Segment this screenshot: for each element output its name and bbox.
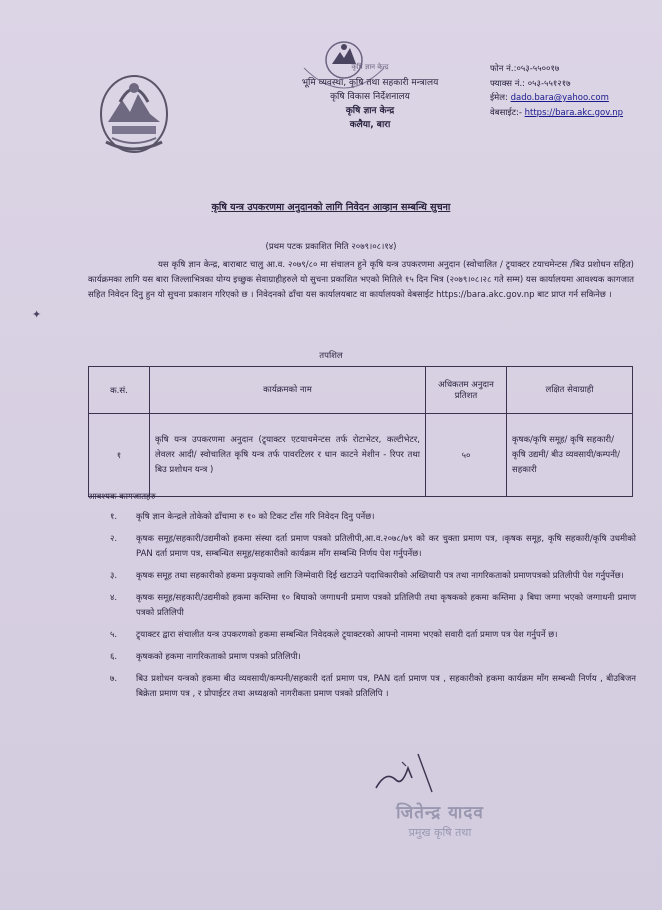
fax-number: फ्याक्स नं.: ०५३-५५१२१७ bbox=[490, 78, 571, 89]
contact-block bbox=[490, 62, 660, 120]
list-item: १. कृषि ज्ञान केन्द्रले तोकेको ढाँचामा रु १० को टिकट टाँस गरि निवेदन दिनु पर्नेछ। bbox=[110, 512, 375, 522]
list-item: ५. ट्र्याक्टर द्वारा संचालीत यन्त्र उपकरणको हकमा सम्बन्धित निवेदकले ट्र्याक्टरको आफ्नो नाममा भएको सवारी दर्ता प्रमाण पत्र पेश गर्नुपर्ने छ। bbox=[110, 630, 558, 640]
header-max-subsidy: अधिकतम अनुदान प्रतिशत bbox=[426, 367, 507, 414]
office-header bbox=[250, 60, 490, 132]
row-target-beneficiary: कृषक/कृषि समूह/ कृषि सहकारी/ कृषि उद्यमी/ बीउ व्यवसायी/कम्पनी/ सहकारी bbox=[507, 414, 633, 497]
seal-text: कृषि ज्ञान केन्द्र bbox=[351, 63, 389, 71]
header-sn: क.सं. bbox=[89, 367, 150, 414]
directorate-name: कृषि विकास निर्देशनालय bbox=[330, 92, 410, 102]
header-target-beneficiary: लक्षित सेवाग्राही bbox=[507, 367, 633, 414]
publish-date: (प्रथम पटक प्रकाशित मिति २०७९।०८।१४) bbox=[265, 242, 397, 252]
row-program-name: कृषि यन्त्र उपकरणमा अनुदान (ट्र्याक्टर एटयाचमेन्टस तर्फ रोटाभेटर, कल्टीभेटर, लेवलर आदी/ स्वोचालित कृषि यन्त्र तर्फ पावरटिलर र धान काटने मेशीन - रिपर तथा बिउ प्रशोधन यन्त्र ) bbox=[150, 414, 426, 497]
header-program-name: कार्यक्रमको नाम bbox=[150, 367, 426, 414]
email-row bbox=[490, 91, 660, 106]
official-stamp bbox=[370, 800, 510, 840]
phone-number: फोन नं.:०५३-५५००१७ bbox=[490, 64, 560, 74]
schedule-caption: तपशिल bbox=[319, 351, 343, 361]
notice-title: कृषि यन्त्र उपकरणमा अनुदानको लागि निवेदन आव्हान सम्बन्धि सुचना bbox=[211, 202, 451, 213]
email-label: ईमेल: bbox=[490, 93, 508, 103]
list-item: २. कृषक समूह/सहकारी/उद्यमीको हकमा संस्था दर्ता प्रमाण पत्रको प्रतिलीपी,आ.व.२०७८/७९ को कर चुक्ता प्रमाण पत्र, ।कृषक समूह, कृषि सहकारी/कृषि उधमीको PAN दर्ता प्रमाण पत्र, सम्बन्धित समूह/सहकारीको कार्यक्रम माँग सम्बन्धि निर्णय पेश गर्नुपर्नेछ। bbox=[110, 534, 636, 559]
office-location: कलैया, बारा bbox=[349, 120, 391, 130]
stamp-name: जितेन्द्र यादव bbox=[396, 803, 484, 823]
documents-heading: आवश्यक कागजातहरु bbox=[88, 492, 156, 502]
nepal-emblem-icon bbox=[98, 72, 170, 158]
table-header-row bbox=[89, 367, 633, 414]
list-item: ३. कृषक समूह तथा सहकारीको हकमा प्रकृयाको लागि जिम्मेवारी दिई खटाउने पदाधिकारीको अख्तियारी पत्र तथा नागरिकताको प्रमाणपत्रको प्रतिलीपी पेश गर्नुपर्नेछ। bbox=[110, 571, 624, 581]
row-sn: १ bbox=[89, 414, 150, 497]
list-item: ४. कृषक समूह/सहकारी/उद्यमीको हकमा कम्तिमा १० बिघाको जग्गाधनी प्रमाण पत्रको प्रतिलिपी तथा कृषकको हकमा कम्तिमा ३ बिघा जग्गा भएको जग्गाधनी प्रमाण पत्रको प्रतिलिपी bbox=[110, 593, 636, 618]
website-label: वेबसाईट:- bbox=[490, 107, 522, 118]
website-row bbox=[490, 106, 660, 121]
website-link[interactable]: https://bara.akc.gov.np bbox=[524, 107, 624, 118]
email-link[interactable]: dado.bara@yahoo.com bbox=[510, 93, 609, 103]
office-name: कृषि ज्ञान केन्द्र bbox=[345, 106, 395, 116]
row-max-subsidy: ५० bbox=[426, 414, 507, 497]
notice-body: यस कृषि ज्ञान केन्द्र, बाराबाट चालु आ.व. २०७९/८० मा संचालन हुने कृषि यन्त्र उपकरणमा अनुदान (स्वोचालित / ट्र्याक्टर टयाचमेन्टस /बिउ प्रशोधन सहित) कार्यक्रमका लागि यस बारा जिल्लाभित्रका योग्य इच्छुक सेवाग्राहीहरुले यो सुचना प्रकाशित भएको मितिले १५ दिन भित्र (२०७९।०८।२८ गते सम्म) यस कार्यालयमा आवश्यक कागजात सहित निवेदन दिनु हुन यो सुचना प्रकाशन गरिएको छ । निवेदनको ढाँचा यस कार्यालयबाट वा कार्यालयको वेबसाईट https://bara.akc.gov.np बाट प्राप्त गर्न सकिनेछ । bbox=[88, 260, 634, 300]
signature-icon bbox=[372, 748, 442, 798]
list-item: ६. कृषकको हकमा नागरिकताको प्रमाण पत्रको प्रतिलिपी। bbox=[110, 652, 301, 662]
documents-list bbox=[110, 510, 636, 709]
stamp-title: प्रमुख कृषि तथा bbox=[408, 826, 472, 839]
ministry-name: भूमि व्यवस्था, कृषि तथा सहकारी मन्त्रालय bbox=[301, 78, 439, 88]
margin-mark: ✦ bbox=[32, 308, 42, 321]
list-item: ७. बिउ प्रशोधन यन्त्रको हकमा बीउ व्यवसायी/कम्पनी/सहकारी दर्ता प्रमाण पत्र, PAN दर्ता प्रमाण पत्र , सहकारीको हकमा कार्यक्रम माँग सम्बन्धी निर्णय , बीउबिजन बिक्रेता प्रमाण पत्र , र प्रोपाईटर तथा अध्यक्षको नागरीकता प्रमाण पत्रको प्रतिलिपि । bbox=[110, 674, 636, 699]
schedule-table bbox=[88, 366, 633, 497]
table-row bbox=[89, 414, 633, 497]
